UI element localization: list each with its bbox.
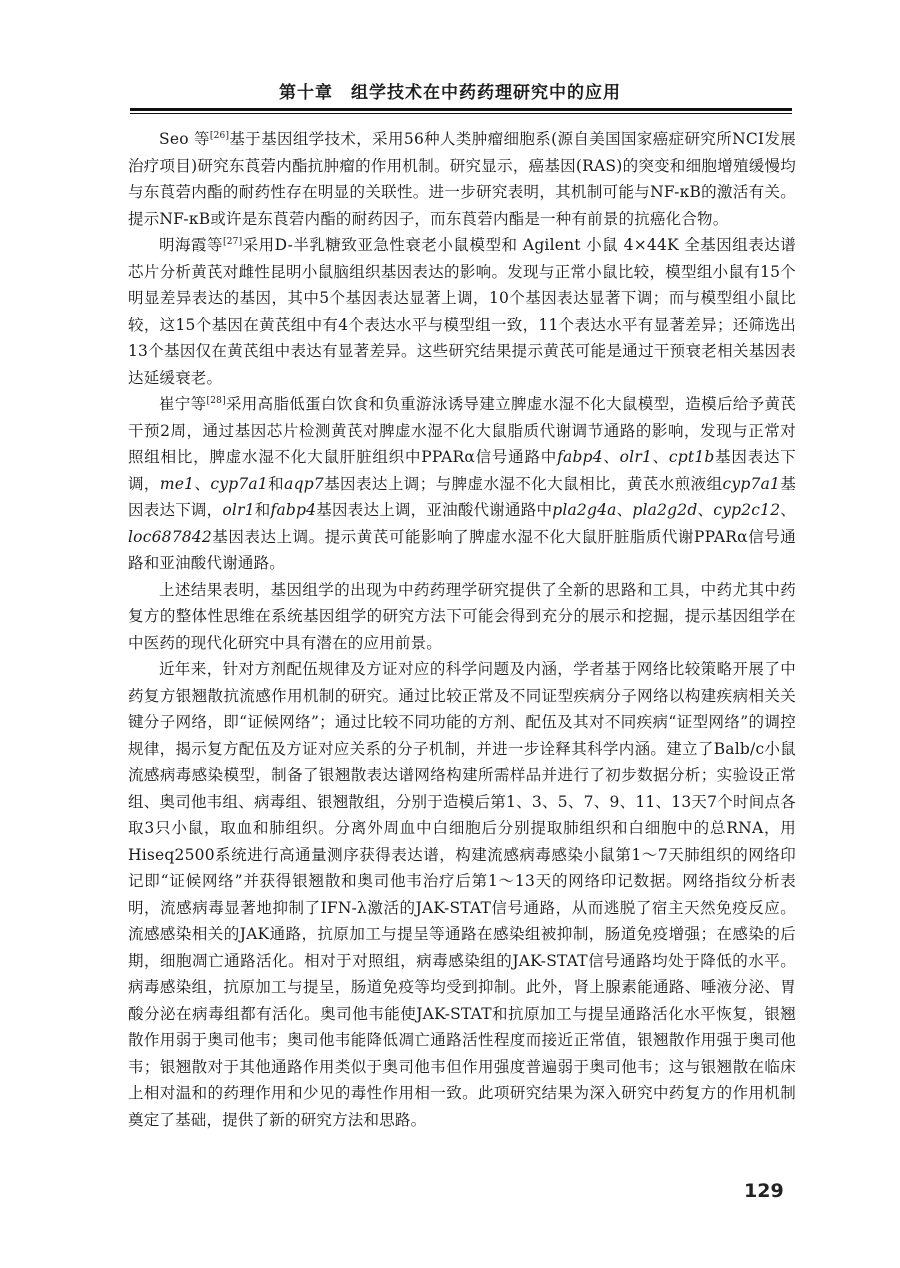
paragraph-ming (128, 232, 796, 391)
separator: 、 (697, 501, 714, 519)
paragraph-seo (128, 126, 796, 232)
gene-name: cyp2c12 (713, 501, 781, 519)
header-rule-thin (130, 113, 792, 114)
chapter-title: 组学技术在中药药理研究中的应用 (351, 83, 621, 103)
citation-ref: [28] (206, 396, 226, 406)
body-text (128, 126, 796, 1133)
gene-name: me1 (159, 474, 195, 493)
separator: 、 (602, 448, 620, 466)
gene-name: pla2g2d (632, 501, 698, 519)
paragraph-text: 采用高脂低蛋白饮食和负重游泳诱导建立脾虚水湿不化大鼠模型，造模后给予黄芪干预2周，通过基因芯片检测黄芪对脾虚水湿不化大鼠脂质代谢调节通路的影响，发现与正常对照组相比，脾虚水湿不化大鼠肝脏组织中PPARα信号通路中 (128, 395, 797, 466)
citation-ref: [26] (209, 131, 230, 141)
chapter-label: 第十章 (279, 83, 333, 103)
paragraph-yinqiaosan: 近年来，针对方剂配伍规律及方证对应的科学问题及内涵，学者基于网络比较策略开展了中药复方银翘散抗流感作用机制的研究。通过比较正常及不同证型疾病分子网络以构建疾病相关关键分子网络，即“证候网络”；通过比较不同功能的方剂、配伍及其对不同疾病“证型网络”的调控规律，揭示复方配伍及方证对应关系的分子机制，并进一步诠释其科学内涵。建立了Balb/c小鼠流感病毒感染模型，制备了银翘散表达谱网络构建所需样品并进行了初步数据分析；实验设正常组、奥司他韦组、病毒组、银翘散组，分别于造模后第1、3、5、7、9、11、13天7个时间点各取3只小鼠，取血和肺组织。分离外周血中白细胞后分别提取肺组织和白细胞中的总RNA，用Hiseq2500系统进行高通量测序获得表达谱，构建流感病毒感染小鼠第1～7天肺组织的网络印记即“证候网络”并获得银翘散和奥司他韦治疗后第1～13天的网络印记数据。网络指纹分析表明，流感病毒显著地抑制了IFN-λ激活的JAK-STAT信号通路，从而逃脱了宿主天然免疫反应。流感感染相关的JAK通路，抗原加工与提呈等通路在感染组被抑制，肠道免疫增强；在感染的后期，细胞凋亡通路活化。相对于对照组，病毒感染组的JAK-STAT信号通路均处于降低的水平。病毒感染组，抗原加工与提呈，肠道免疫等均受到抑制。此外，肾上腺素能通路、唾液分泌、胃酸分泌在病毒组都有活化。奥司他韦能使JAK-STAT和抗原加工与提呈通路活化水平恢复，银翘散作用弱于奥司他韦；奥司他韦能降低凋亡通路活性程度而接近正常值，银翘散作用强于奥司他韦；银翘散对于其他通路作用类似于奥司他韦但作用强度普遍弱于奥司他韦；这与银翘散在临床上相对温和的药理作用和少见的毒性作用相一致。此项研究结果为深入研究中药复方的作用机制奠定了基础，提供了新的研究方法和思路。 (128, 660, 796, 1129)
separator: 、 (652, 448, 669, 466)
paragraph-cui (128, 391, 796, 577)
paragraph-text: 和 (267, 474, 285, 493)
gene-name: loc687842 (128, 527, 212, 546)
page-number: 129 (744, 1180, 784, 1202)
gene-name: fabp4 (557, 448, 603, 466)
gene-name: cpt1b (668, 448, 715, 466)
paragraph-text: 基因表达上调；与脾虚水湿不化大鼠相比，黄芪水煎液组 (323, 474, 723, 493)
paragraph-text: 和 (254, 501, 271, 519)
separator: 、 (616, 501, 633, 519)
gene-name: olr1 (222, 501, 255, 519)
citation-ref: [27] (223, 237, 243, 247)
separator: 、 (194, 474, 211, 493)
paragraph-text: 基因表达上调，亚油酸代谢通路中 (316, 501, 553, 519)
paragraph-text: 基于基因组学技术，采用56种人类肿瘤细胞系(源自美国国家癌症研究所NCI发展治疗项目)研究东莨菪内酯抗肿瘤的作用机制。研究显示，癌基因(RAS)的突变和细胞增殖缓慢均与东莨菪内酯的耐药性存在明显的关联性。进一步研究表明，其机制可能与NF-κB的激活有关。提示NF-κB或许是东莨菪内酯的耐药因子，而东莨菪内酯是一种有前景的抗癌化合物。 (128, 130, 796, 228)
gene-name: olr1 (619, 448, 653, 466)
paragraph-text: 基因表达上调。提示黄芪可能影响了脾虚水湿不化大鼠肝脏脂质代谢PPARα信号通路和亚油酸代谢通路。 (128, 527, 796, 572)
paragraph-text: 基因表达下调， (128, 448, 796, 493)
paragraph-summary: 上述结果表明，基因组学的出现为中药药理学研究提供了全新的思路和工具，中药尤其中药复方的整体性思维在系统基因组学的研究方法下可能会得到充分的展示和挖掘，提示基因组学在中医药的现代化研究中具有潜在的应用前景。 (128, 580, 796, 652)
paragraph-text: Seo 等 (159, 130, 210, 148)
paragraph-text: 采用D-半乳糖致亚急性衰老小鼠模型和 Agilent 小鼠 4×44K 全基因组表达谱芯片分析黄芪对雌性昆明小鼠脑组织基因表达的影响。发现与正常小鼠比较，模型组小鼠有15个明显差异表达的基因，其中5个基因表达显著上调，10个基因表达显著下调；而与模型组小鼠比较，这15个基因在黄芪组中有4个表达水平与模型组一致，11个表达水平有显著差异；还筛选出13个基因仅在黄芪组中表达有显著差异。这些研究结果提示黄芪可能是通过干预衰老相关基因表达延缓衰老。 (128, 236, 796, 387)
gene-name: aqp7 (284, 474, 324, 493)
paragraph-text: 基因表达下调， (128, 474, 797, 519)
paragraph-text: 崔宁等 (159, 395, 207, 413)
gene-name: cyp7a1 (722, 474, 781, 493)
gene-name: pla2g4a (552, 501, 617, 519)
header-rule-thick (130, 108, 792, 111)
gene-name: fabp4 (270, 501, 317, 519)
paragraph-text: 明海霞等 (159, 236, 224, 254)
gene-name: cyp7a1 (210, 474, 268, 493)
separator: 、 (780, 501, 797, 519)
